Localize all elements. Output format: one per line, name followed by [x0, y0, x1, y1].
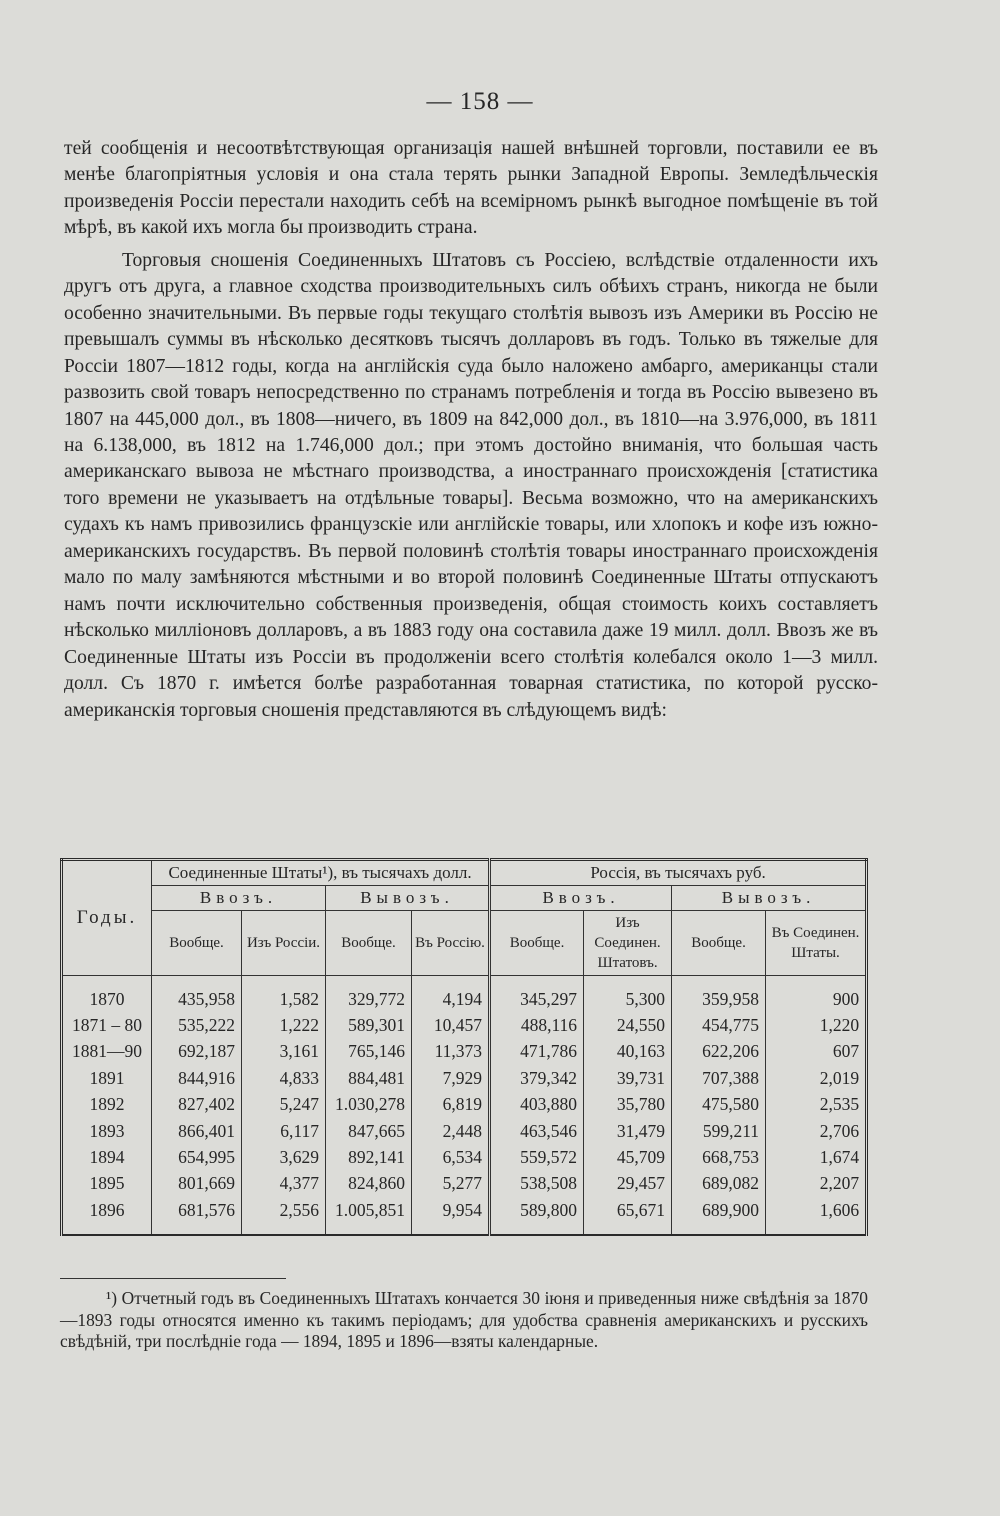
value-cell: 2,207 — [766, 1171, 867, 1197]
value-cell: 4,377 — [242, 1171, 326, 1197]
value-cell: 403,880 — [490, 1092, 584, 1118]
page-number: — 158 — — [426, 88, 534, 115]
value-cell: 24,550 — [584, 1012, 672, 1038]
table-row — [62, 1065, 867, 1091]
ru-import-header: Ввозъ. — [490, 886, 672, 911]
value-cell: 900 — [766, 976, 867, 1013]
value-cell: 1,222 — [242, 1012, 326, 1038]
value-cell: 892,141 — [326, 1144, 412, 1170]
value-cell: 538,508 — [490, 1171, 584, 1197]
us-export-total-header: Вообще. — [326, 911, 412, 976]
value-cell: 2,556 — [242, 1197, 326, 1234]
value-cell: 31,479 — [584, 1118, 672, 1144]
value-cell: 3,629 — [242, 1144, 326, 1170]
year-cell: 1894 — [62, 1144, 152, 1170]
value-cell: 463,546 — [490, 1118, 584, 1144]
table-row — [62, 1197, 867, 1234]
table-row — [62, 1144, 867, 1170]
table-body — [62, 976, 867, 1235]
value-cell: 692,187 — [152, 1039, 242, 1065]
value-cell: 4,194 — [412, 976, 490, 1013]
value-cell: 1,582 — [242, 976, 326, 1013]
paragraph-2: Торговыя сношенія Соединенныхъ Штатовъ съ Россіею, вслѣдствіе отдаленности ихъ другъ отъ друга, а главное сходства производительныхъ силъ обѣихъ странъ, никогда не были особенно значительными. Въ первые годы текущаго столѣтія вывозъ изъ Америки въ Россію не превышалъ суммы въ нѣсколько десятковъ тысячъ долларовъ въ годъ. Только въ тяжелые для Россіи 1807—1812 годы, когда на англійскія суда было наложено амбарго, американцы стали развозить свой товаръ непосредственно по странамъ потребленія и тогда въ Россію вывезено въ 1807 на 445,000 дол., въ 1808—ничего, въ 1809 на 842,000 дол., въ 1810—на 3.976,000, въ 1811 на 6.138,000, въ 1812 на 1.746,000 дол.; при этомъ достойно вниманія, что большая часть американскаго вывоза не мѣстнаго производства, а иностраннаго происхожденія [статистика того времени не указываетъ на отдѣльные товары]. Весьма возможно, что на американскихъ судахъ къ намъ привозились французскіе или англійскіе товары, или хлопокъ и кофе изъ южно-американскихъ государствъ. Въ первой половинѣ столѣтія товары иностраннаго происхожденія мало по малу замѣняются мѣстными и во второй половинѣ Соединенные Штаты отпускаютъ намъ почти исключительно собственныя произведенія, общая стоимость коихъ составляетъ нѣсколько милліоновъ долларовъ, а въ 1883 году она составила даже 19 милл. долл. Ввозъ же въ Соединенные Штаты изъ Россіи въ продолженіи всего столѣтія колебался около 1—3 милл. долл. Съ 1870 г. имѣется болѣе разработанная товарная статистика, по которой русско-американскія торговыя сношенія представляются въ слѣдующемъ видѣ: — [64, 249, 878, 721]
value-cell: 2,448 — [412, 1118, 490, 1144]
value-cell: 765,146 — [326, 1039, 412, 1065]
value-cell: 359,958 — [672, 976, 766, 1013]
value-cell: 668,753 — [672, 1144, 766, 1170]
body-text — [64, 136, 878, 724]
year-cell: 1891 — [62, 1065, 152, 1091]
table-row — [62, 1171, 867, 1197]
value-cell: 5,247 — [242, 1092, 326, 1118]
year-cell: 1895 — [62, 1171, 152, 1197]
value-cell: 345,297 — [490, 976, 584, 1013]
value-cell: 471,786 — [490, 1039, 584, 1065]
value-cell: 6,117 — [242, 1118, 326, 1144]
value-cell: 435,958 — [152, 976, 242, 1013]
value-cell: 1.005,851 — [326, 1197, 412, 1234]
table-row — [62, 1118, 867, 1144]
value-cell: 535,222 — [152, 1012, 242, 1038]
value-cell: 5,300 — [584, 976, 672, 1013]
us-import-total-header: Вообще. — [152, 911, 242, 976]
footnote — [60, 1288, 868, 1353]
ru-export-total-header: Вообще. — [672, 911, 766, 976]
ru-export-to-us-header: Въ Соединен. Штаты. — [766, 911, 867, 976]
value-cell: 45,709 — [584, 1144, 672, 1170]
value-cell: 10,457 — [412, 1012, 490, 1038]
table-row — [62, 976, 867, 1013]
us-header: Соединенные Штаты¹), въ тысячахъ долл. — [152, 860, 490, 886]
value-cell: 681,576 — [152, 1197, 242, 1234]
russia-header: Россія, въ тысячахъ руб. — [490, 860, 867, 886]
ru-import-from-us-header: Изъ Соединен. Штатовъ. — [584, 911, 672, 976]
value-cell: 654,995 — [152, 1144, 242, 1170]
value-cell: 801,669 — [152, 1171, 242, 1197]
year-cell: 1896 — [62, 1197, 152, 1234]
value-cell: 2,019 — [766, 1065, 867, 1091]
value-cell: 2,706 — [766, 1118, 867, 1144]
footnote-text: Отчетный годъ въ Соединенныхъ Штатахъ кончается 30 іюня и приведенныя ниже свѣдѣнія за 1870—1893 годы относятся именно къ такимъ періодамъ; для удобства сравненія американскихъ и русскихъ свѣдѣній, три послѣдніе года — 1894, 1895 и 1896—взяты календарные. — [60, 1288, 868, 1351]
value-cell: 40,163 — [584, 1039, 672, 1065]
us-import-header: Ввозъ. — [152, 886, 326, 911]
years-header: Годы. — [62, 860, 152, 976]
value-cell: 6,819 — [412, 1092, 490, 1118]
footnote-rule — [60, 1278, 286, 1279]
value-cell: 559,572 — [490, 1144, 584, 1170]
footnote-marker: ¹) — [106, 1288, 118, 1308]
value-cell: 6,534 — [412, 1144, 490, 1170]
ru-export-header: Вывозъ. — [672, 886, 867, 911]
value-cell: 847,665 — [326, 1118, 412, 1144]
value-cell: 589,800 — [490, 1197, 584, 1234]
value-cell: 65,671 — [584, 1197, 672, 1234]
trade-statistics-table — [60, 858, 868, 1236]
value-cell: 707,388 — [672, 1065, 766, 1091]
year-cell: 1892 — [62, 1092, 152, 1118]
value-cell: 379,342 — [490, 1065, 584, 1091]
value-cell: 1,674 — [766, 1144, 867, 1170]
value-cell: 9,954 — [412, 1197, 490, 1234]
table-row — [62, 1092, 867, 1118]
value-cell: 1,220 — [766, 1012, 867, 1038]
value-cell: 475,580 — [672, 1092, 766, 1118]
value-cell: 599,211 — [672, 1118, 766, 1144]
table-row — [62, 1039, 867, 1065]
value-cell: 884,481 — [326, 1065, 412, 1091]
value-cell: 4,833 — [242, 1065, 326, 1091]
value-cell: 5,277 — [412, 1171, 490, 1197]
year-cell: 1893 — [62, 1118, 152, 1144]
value-cell: 29,457 — [584, 1171, 672, 1197]
value-cell: 866,401 — [152, 1118, 242, 1144]
value-cell: 622,206 — [672, 1039, 766, 1065]
ru-import-total-header: Вообще. — [490, 911, 584, 976]
paragraph-1: тей сообщенія и несоотвѣтствующая организація нашей внѣшней торговли, поставили ее въ менѣе благопріятныя условія и она стала терять рынки Западной Европы. Земледѣльческія произведенія Россіи перестали находить себѣ на всемірномъ рынкѣ выгодное помѣщеніе въ той мѣрѣ, въ какой ихъ могла бы производить страна. — [64, 138, 878, 239]
us-import-from-russia-header: Изъ Россіи. — [242, 911, 326, 976]
value-cell: 607 — [766, 1039, 867, 1065]
year-cell: 1871 – 80 — [62, 1012, 152, 1038]
table-row — [62, 1012, 867, 1038]
us-export-header: Вывозъ. — [326, 886, 490, 911]
value-cell: 1,606 — [766, 1197, 867, 1234]
value-cell: 454,775 — [672, 1012, 766, 1038]
trade-table-container — [60, 858, 865, 1236]
value-cell: 329,772 — [326, 976, 412, 1013]
value-cell: 11,373 — [412, 1039, 490, 1065]
value-cell: 827,402 — [152, 1092, 242, 1118]
us-export-to-russia-header: Въ Россію. — [412, 911, 490, 976]
value-cell: 3,161 — [242, 1039, 326, 1065]
value-cell: 2,535 — [766, 1092, 867, 1118]
year-cell: 1870 — [62, 976, 152, 1013]
value-cell: 1.030,278 — [326, 1092, 412, 1118]
value-cell: 7,929 — [412, 1065, 490, 1091]
value-cell: 844,916 — [152, 1065, 242, 1091]
value-cell: 824,860 — [326, 1171, 412, 1197]
value-cell: 488,116 — [490, 1012, 584, 1038]
value-cell: 689,082 — [672, 1171, 766, 1197]
value-cell: 35,780 — [584, 1092, 672, 1118]
value-cell: 689,900 — [672, 1197, 766, 1234]
year-cell: 1881—90 — [62, 1039, 152, 1065]
value-cell: 39,731 — [584, 1065, 672, 1091]
value-cell: 589,301 — [326, 1012, 412, 1038]
